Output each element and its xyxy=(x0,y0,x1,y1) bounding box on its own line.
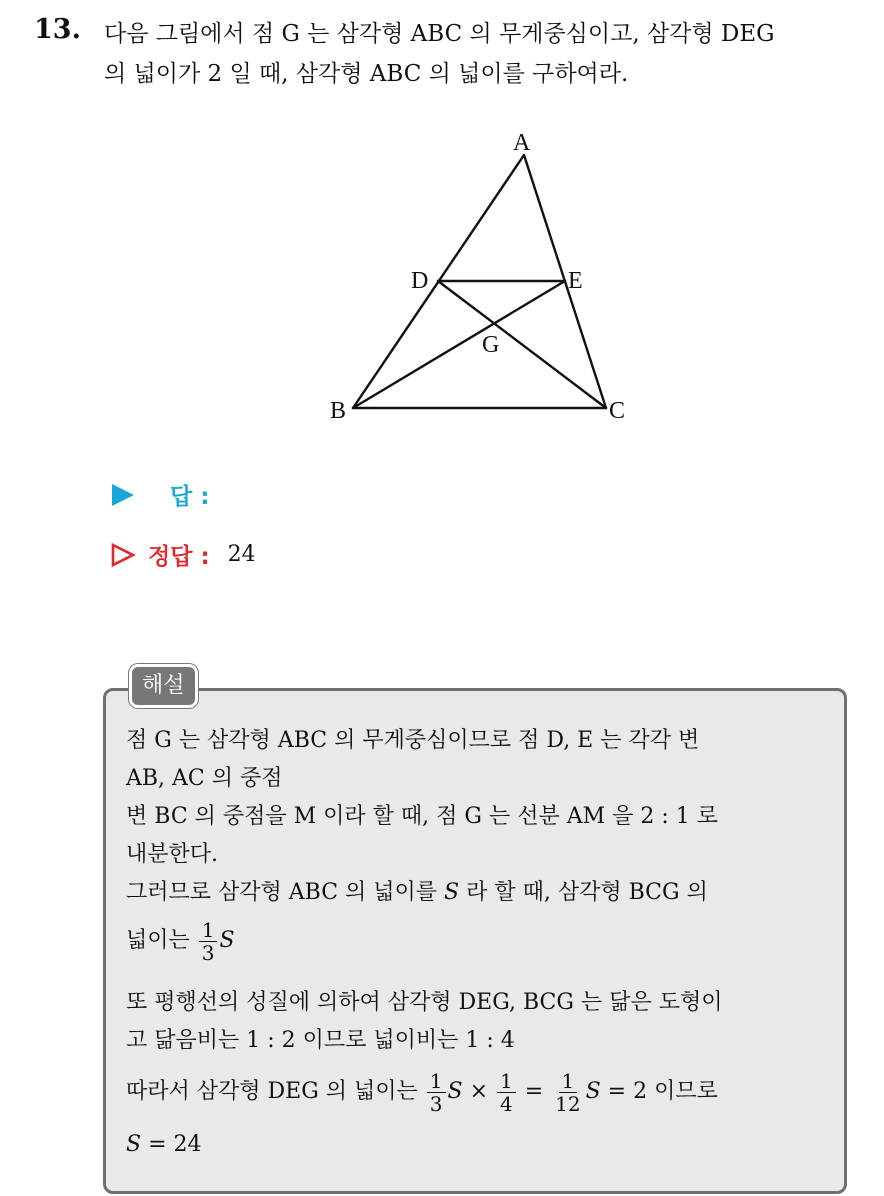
question-number: 13. xyxy=(34,14,81,45)
solution-line-10-rest: = 24 xyxy=(141,1132,202,1157)
solution-line-1: 점 G 는 삼각형 ABC 의 무게중심이므로 점 D, E 는 각각 변 xyxy=(126,728,700,753)
label-b: B xyxy=(330,398,347,424)
fraction-numerator: 1 xyxy=(427,1070,446,1093)
variable-s: S xyxy=(219,928,235,953)
solution-line-5-b: 라 할 때, 삼각형 BCG 의 xyxy=(459,880,708,905)
triangle-figure xyxy=(320,115,650,435)
fraction-denominator: 4 xyxy=(500,1091,513,1116)
solution-line-10 xyxy=(126,1130,202,1160)
label-c: C xyxy=(609,398,626,424)
fraction-one-fourth xyxy=(497,1070,516,1115)
variable-s: S xyxy=(585,1079,601,1104)
answer-label: 답 : xyxy=(170,484,210,510)
solution-line-6 xyxy=(126,916,235,966)
fraction-one-twelfth xyxy=(552,1070,583,1115)
solution-line-9-rest: = 2 이므로 xyxy=(600,1079,718,1104)
fraction-denominator: 12 xyxy=(555,1091,581,1116)
times-sign: × xyxy=(462,1079,495,1104)
solution-line-5 xyxy=(126,878,708,908)
solution-line-9 xyxy=(126,1066,718,1118)
solution-line-6-a: 넓이는 xyxy=(126,928,197,953)
correct-answer-value: 24 xyxy=(227,542,256,567)
segment-be xyxy=(353,281,565,408)
question-text xyxy=(104,14,874,94)
filled-arrow-icon xyxy=(110,482,136,508)
fraction-numerator: 1 xyxy=(497,1070,516,1093)
label-e: E xyxy=(568,268,583,294)
solution-line-3: 변 BC 의 중점을 M 이라 할 때, 점 G 는 선분 AM 을 2 : 1 로 xyxy=(126,804,718,829)
variable-s: S xyxy=(126,1132,142,1157)
fraction-numerator: 1 xyxy=(559,1070,578,1093)
solution-line-4: 내분한다. xyxy=(126,842,219,867)
label-a: A xyxy=(513,130,531,156)
correct-answer-label: 정답 : xyxy=(148,544,210,570)
correct-answer-row xyxy=(110,538,256,571)
variable-s: S xyxy=(447,1079,463,1104)
outline-arrow-icon xyxy=(110,542,136,568)
solution-line-5-a: 그러므로 삼각형 ABC 의 넓이를 xyxy=(126,880,445,905)
answer-row xyxy=(110,478,209,511)
solution-line-9-a: 따라서 삼각형 DEG 의 넓이는 xyxy=(126,1079,425,1104)
question-line-1: 다음 그림에서 점 G 는 삼각형 ABC 의 무게중심이고, 삼각형 DEG xyxy=(104,21,775,47)
segment-cd xyxy=(438,281,606,408)
variable-s: S xyxy=(444,880,460,905)
fraction-one-third xyxy=(199,919,218,964)
solution-line-8: 고 닮음비는 1 : 2 이므로 넓이비는 1 : 4 xyxy=(126,1028,515,1053)
equals-sign: = xyxy=(517,1079,551,1104)
fraction-denominator: 3 xyxy=(201,940,215,965)
fraction-denominator: 3 xyxy=(429,1091,443,1116)
solution-line-7: 또 평행선의 성질에 의하여 삼각형 DEG, BCG 는 닮은 도형이 xyxy=(126,990,723,1015)
label-d: D xyxy=(411,268,429,294)
fraction-one-third xyxy=(427,1070,446,1115)
fraction-numerator: 1 xyxy=(199,919,218,942)
label-g: G xyxy=(482,332,500,358)
solution-tab: 해설 xyxy=(129,664,198,708)
question-line-2: 의 넓이가 2 일 때, 삼각형 ABC 의 넓이를 구하여라. xyxy=(104,61,629,87)
solution-line-2: AB, AC 의 중점 xyxy=(126,766,283,791)
